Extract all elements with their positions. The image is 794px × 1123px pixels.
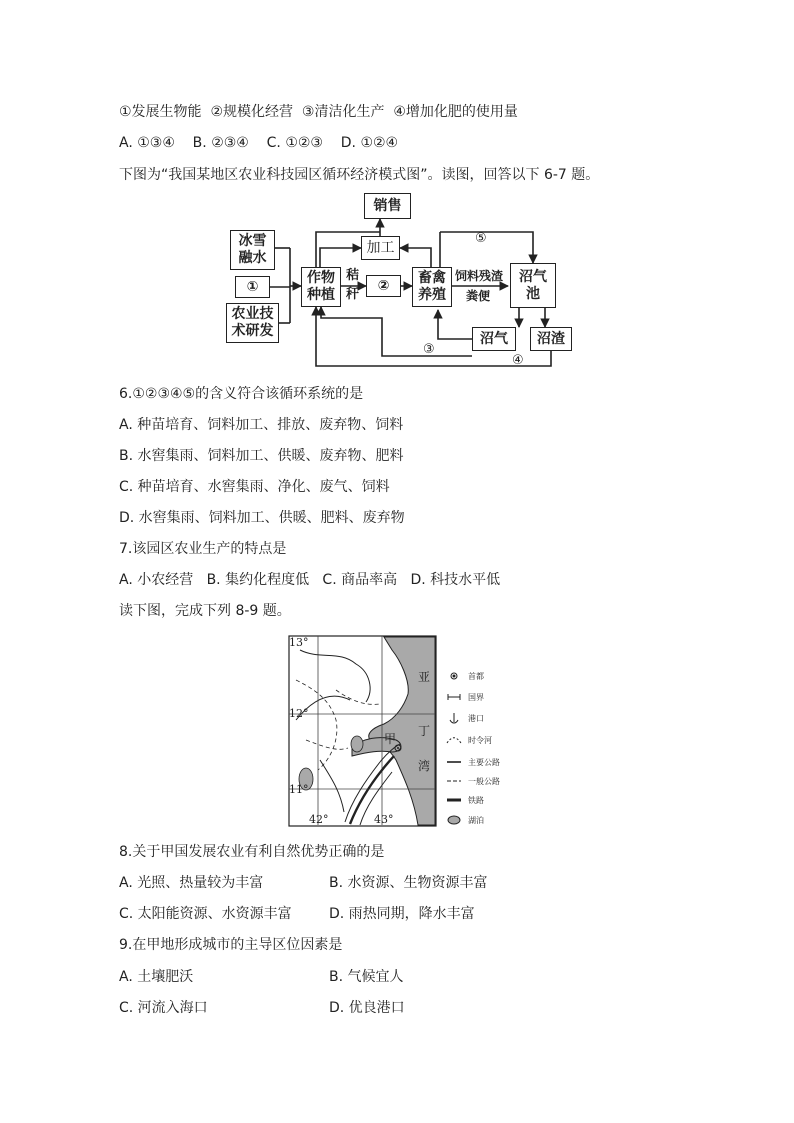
- q9-option-d: D. 优良港口: [329, 1000, 405, 1016]
- q8-option-d: D. 雨热同期，降水丰富: [329, 906, 475, 922]
- biogas-box: 沼气: [472, 327, 516, 351]
- intro-8-9: 读下图，完成下列 8-9 题。: [119, 603, 291, 619]
- lon-42-label: 42°: [309, 813, 329, 826]
- label-4: ④: [512, 353, 524, 368]
- straw-label-1: 秸: [346, 268, 360, 283]
- input-1-box: ①: [235, 276, 270, 298]
- processing-box: 加工: [361, 236, 400, 260]
- biogas-pool-line2: 池: [526, 285, 540, 302]
- lat-13-label: 13°: [289, 636, 309, 649]
- biogas-pool-line1: 沼气: [519, 268, 547, 285]
- legend-capital: 首都: [468, 672, 484, 681]
- q7-answers: A. 小农经营 B. 集约化程度低 C. 商品率高 D. 科技水平低: [119, 572, 501, 588]
- q6-option-c: C. 种苗培育、水窖集雨、净化、废气、饲料: [119, 479, 390, 495]
- map-label-ding: 丁: [418, 724, 431, 738]
- legend-border: 国界: [468, 693, 484, 702]
- q8-stem: 8.关于甲国发展农业有利自然优势正确的是: [119, 844, 385, 860]
- legend-lake: 湖泊: [468, 816, 484, 825]
- q8-option-a: A. 光照、热量较为丰富: [119, 875, 264, 891]
- snowmelt-line1: 冰雪: [238, 233, 267, 249]
- q7-stem: 7.该园区农业生产的特点是: [119, 541, 287, 557]
- map-label-wan: 湾: [418, 759, 431, 773]
- q6-option-d: D. 水窖集雨、饲料加工、供暖、肥料、废弃物: [119, 510, 405, 526]
- q8-option-b: B. 水资源、生物资源丰富: [329, 875, 488, 891]
- sales-box: 销售: [364, 193, 411, 219]
- q6-option-a: A. 种苗培育、饲料加工、排放、废弃物、饲料: [119, 417, 404, 433]
- legend-port: 港口: [468, 714, 484, 723]
- manure-label: 粪便: [466, 289, 491, 303]
- lat-12-label: 12°: [289, 707, 309, 720]
- snowmelt-line2: 融水: [238, 250, 267, 266]
- label-3: ③: [423, 342, 435, 357]
- intro-6-7: 下图为“我国某地区农业科技园区循环经济模式图”。读图，回答以下 6-7 题。: [119, 167, 600, 183]
- livestock-line1: 畜禽: [418, 270, 446, 286]
- livestock-line2: 养殖: [418, 287, 446, 303]
- q9-option-c: C. 河流入海口: [119, 1000, 208, 1016]
- q9-option-a: A. 土壤肥沃: [119, 969, 194, 985]
- legend-seasonal-river: 时令河: [468, 736, 492, 745]
- crop-line1: 作物: [307, 270, 335, 286]
- legend-main-road: 主要公路: [468, 758, 500, 767]
- map-label-ya: 亚: [418, 670, 431, 684]
- label-5: ⑤: [475, 231, 487, 246]
- agri-tech-line1: 农业技: [231, 306, 274, 322]
- crop-line2: 种植: [307, 287, 335, 303]
- lat-11-label: 11°: [289, 783, 309, 796]
- q9-stem: 9.在甲地形成城市的主导区位因素是: [119, 937, 343, 953]
- q5-options: ①发展生物能 ②规模化经营 ③清洁化生产 ④增加化肥的使用量: [119, 104, 518, 120]
- legend-minor-road: 一般公路: [468, 777, 500, 786]
- agri-tech-line2: 术研发: [231, 323, 274, 339]
- q6-option-b: B. 水窖集雨、饲料加工、供暖、废弃物、肥料: [119, 448, 404, 464]
- q8-option-c: C. 太阳能资源、水资源丰富: [119, 906, 292, 922]
- residue-box: 沼渣: [530, 327, 572, 351]
- feed-waste-label: 饲料残渣: [455, 269, 504, 283]
- q9-option-b: B. 气候宜人: [329, 969, 404, 985]
- input-2-box: ②: [366, 275, 401, 297]
- q5-answers: A. ①③④ B. ②③④ C. ①②③ D. ①②④: [119, 135, 399, 151]
- straw-label-2: 秆: [346, 287, 360, 302]
- q6-stem: 6.①②③④⑤的含义符合该循环系统的是: [119, 386, 364, 402]
- lon-43-label: 43°: [374, 813, 394, 826]
- legend-railway: 铁路: [468, 796, 484, 805]
- map-label-jia: 甲: [384, 732, 397, 746]
